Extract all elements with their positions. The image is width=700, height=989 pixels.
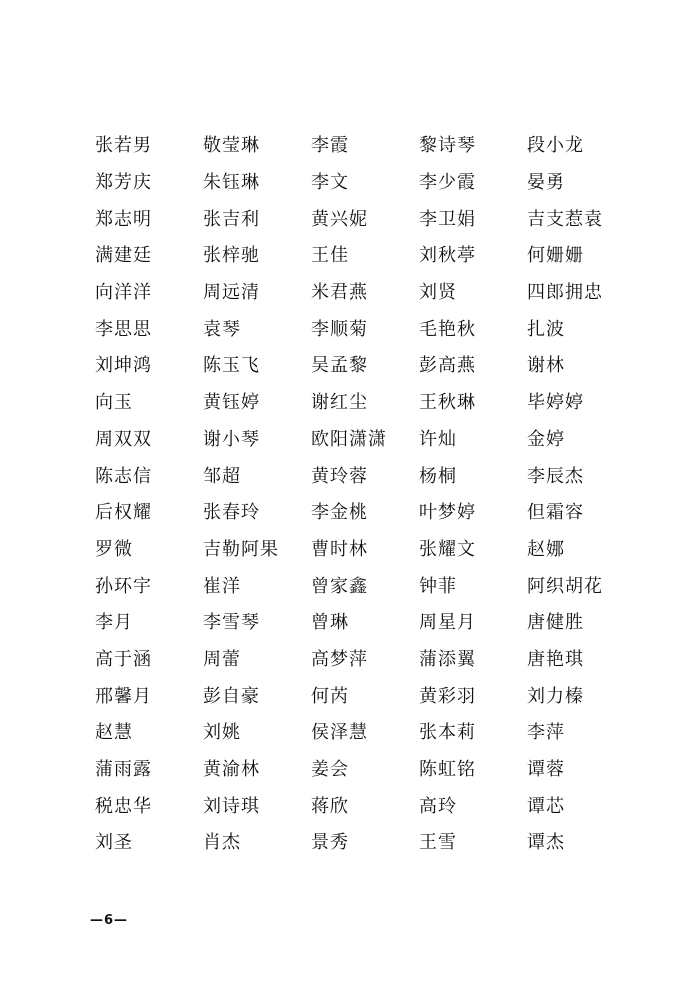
name-entry: 杨桐 [419,465,457,487]
name-entry: 李文 [311,172,349,194]
name-entry: 张耀文 [419,538,476,560]
name-entry: 李雪琴 [203,612,260,634]
name-entry: 唐健胜 [527,612,584,634]
name-entry: 李少霞 [419,172,476,194]
name-entry: 周蕾 [203,648,241,670]
name-entry: 欧阳潇潇 [311,428,387,450]
name-entry: 郑志明 [95,208,152,230]
name-entry: 王佳 [311,245,349,267]
name-row [95,273,635,310]
name-entry: 黄玲蓉 [311,465,368,487]
name-entry: 李辰杰 [527,465,584,487]
name-entry: 钟菲 [419,575,457,597]
name-entry: 阿织胡花 [527,575,603,597]
name-entry: 景秀 [311,832,349,854]
name-row [95,126,635,163]
name-entry: 曾琳 [311,612,349,634]
name-entry: 何姗姗 [527,245,584,267]
name-entry: 段小龙 [527,135,584,157]
names-grid [95,126,635,860]
name-entry: 张若男 [95,135,152,157]
name-row [95,566,635,603]
name-entry: 刘坤鸿 [95,355,152,377]
name-entry: 毛艳秋 [419,318,476,340]
name-row [95,163,635,200]
name-entry: 李顺菊 [311,318,368,340]
name-entry: 孙环宇 [95,575,152,597]
name-entry: 曹时林 [311,538,368,560]
name-entry: 谭杰 [527,832,565,854]
name-entry: 邢馨月 [95,685,152,707]
name-entry: 但霜容 [527,502,584,524]
name-entry: 赵娜 [527,538,565,560]
name-entry: 周双双 [95,428,152,450]
name-row [95,456,635,493]
name-entry: 李卫娟 [419,208,476,230]
name-entry: 侯泽慧 [311,722,368,744]
name-entry: 刘姚 [203,722,241,744]
name-entry: 赵慧 [95,722,133,744]
name-row [95,346,635,383]
name-entry: 李霞 [311,135,349,157]
name-row [95,236,635,273]
name-row [95,750,635,787]
name-entry: 蒲添翼 [419,648,476,670]
name-entry: 刘圣 [95,832,133,854]
name-entry: 高玲 [419,795,457,817]
name-entry: 陈玉飞 [203,355,260,377]
name-row [95,309,635,346]
name-entry: 叶梦婷 [419,502,476,524]
name-entry: 米君燕 [311,282,368,304]
name-entry: 满建廷 [95,245,152,267]
name-row [95,420,635,457]
name-entry: 谢红尘 [311,392,368,414]
name-entry: 唐艳琪 [527,648,584,670]
name-entry: 刘力榛 [527,685,584,707]
name-entry: 刘诗琪 [203,795,260,817]
name-entry: 晏勇 [527,172,565,194]
name-entry: 张春玲 [203,502,260,524]
name-row [95,199,635,236]
name-entry: 谢林 [527,355,565,377]
name-entry: 何芮 [311,685,349,707]
name-entry: 李月 [95,612,133,634]
name-entry: 高于涵 [95,648,152,670]
name-row [95,713,635,750]
name-entry: 李金桃 [311,502,368,524]
name-entry: 彭高燕 [419,355,476,377]
name-row [95,530,635,567]
name-entry: 黄渝林 [203,759,260,781]
name-entry: 彭自豪 [203,685,260,707]
name-entry: 罗微 [95,538,133,560]
name-row [95,383,635,420]
name-entry: 蒲雨露 [95,759,152,781]
name-entry: 李萍 [527,722,565,744]
name-entry: 黄钰婷 [203,392,260,414]
name-entry: 谢小琴 [203,428,260,450]
name-entry: 张吉利 [203,208,260,230]
name-entry: 向玉 [95,392,133,414]
name-entry: 刘贤 [419,282,457,304]
name-entry: 吉勒阿果 [203,538,279,560]
name-entry: 郑芳庆 [95,172,152,194]
name-entry: 王秋琳 [419,392,476,414]
name-entry: 周远清 [203,282,260,304]
name-row [95,603,635,640]
name-entry: 后权耀 [95,502,152,524]
name-entry: 税忠华 [95,795,152,817]
name-entry: 王雪 [419,832,457,854]
name-entry: 黄彩羽 [419,685,476,707]
name-entry: 黎诗琴 [419,135,476,157]
name-entry: 曾家鑫 [311,575,368,597]
name-entry: 张梓驰 [203,245,260,267]
name-entry: 崔洋 [203,575,241,597]
name-entry: 向洋洋 [95,282,152,304]
name-entry: 肖杰 [203,832,241,854]
name-entry: 刘秋葶 [419,245,476,267]
name-entry: 邹超 [203,465,241,487]
name-entry: 周星月 [419,612,476,634]
name-entry: 陈志信 [95,465,152,487]
name-row [95,676,635,713]
name-row [95,786,635,823]
name-entry: 许灿 [419,428,457,450]
name-entry: 金婷 [527,428,565,450]
name-entry: 谭蓉 [527,759,565,781]
name-entry: 李思思 [95,318,152,340]
name-entry: 毕婷婷 [527,392,584,414]
name-entry: 张本莉 [419,722,476,744]
name-entry: 吉支惹袁 [527,208,603,230]
name-row [95,493,635,530]
name-row [95,640,635,677]
name-entry: 朱钰琳 [203,172,260,194]
name-entry: 高梦萍 [311,648,368,670]
name-entry: 陈虹铭 [419,759,476,781]
name-entry: 四郎拥忠 [527,282,603,304]
name-entry: 蒋欣 [311,795,349,817]
name-entry: 吴孟黎 [311,355,368,377]
name-entry: 姜会 [311,759,349,781]
name-entry: 袁琴 [203,318,241,340]
name-entry: 敬莹琳 [203,135,260,157]
page-number: —6— [90,913,129,928]
name-entry: 扎波 [527,318,565,340]
name-entry: 谭芯 [527,795,565,817]
name-row [95,823,635,860]
name-entry: 黄兴妮 [311,208,368,230]
